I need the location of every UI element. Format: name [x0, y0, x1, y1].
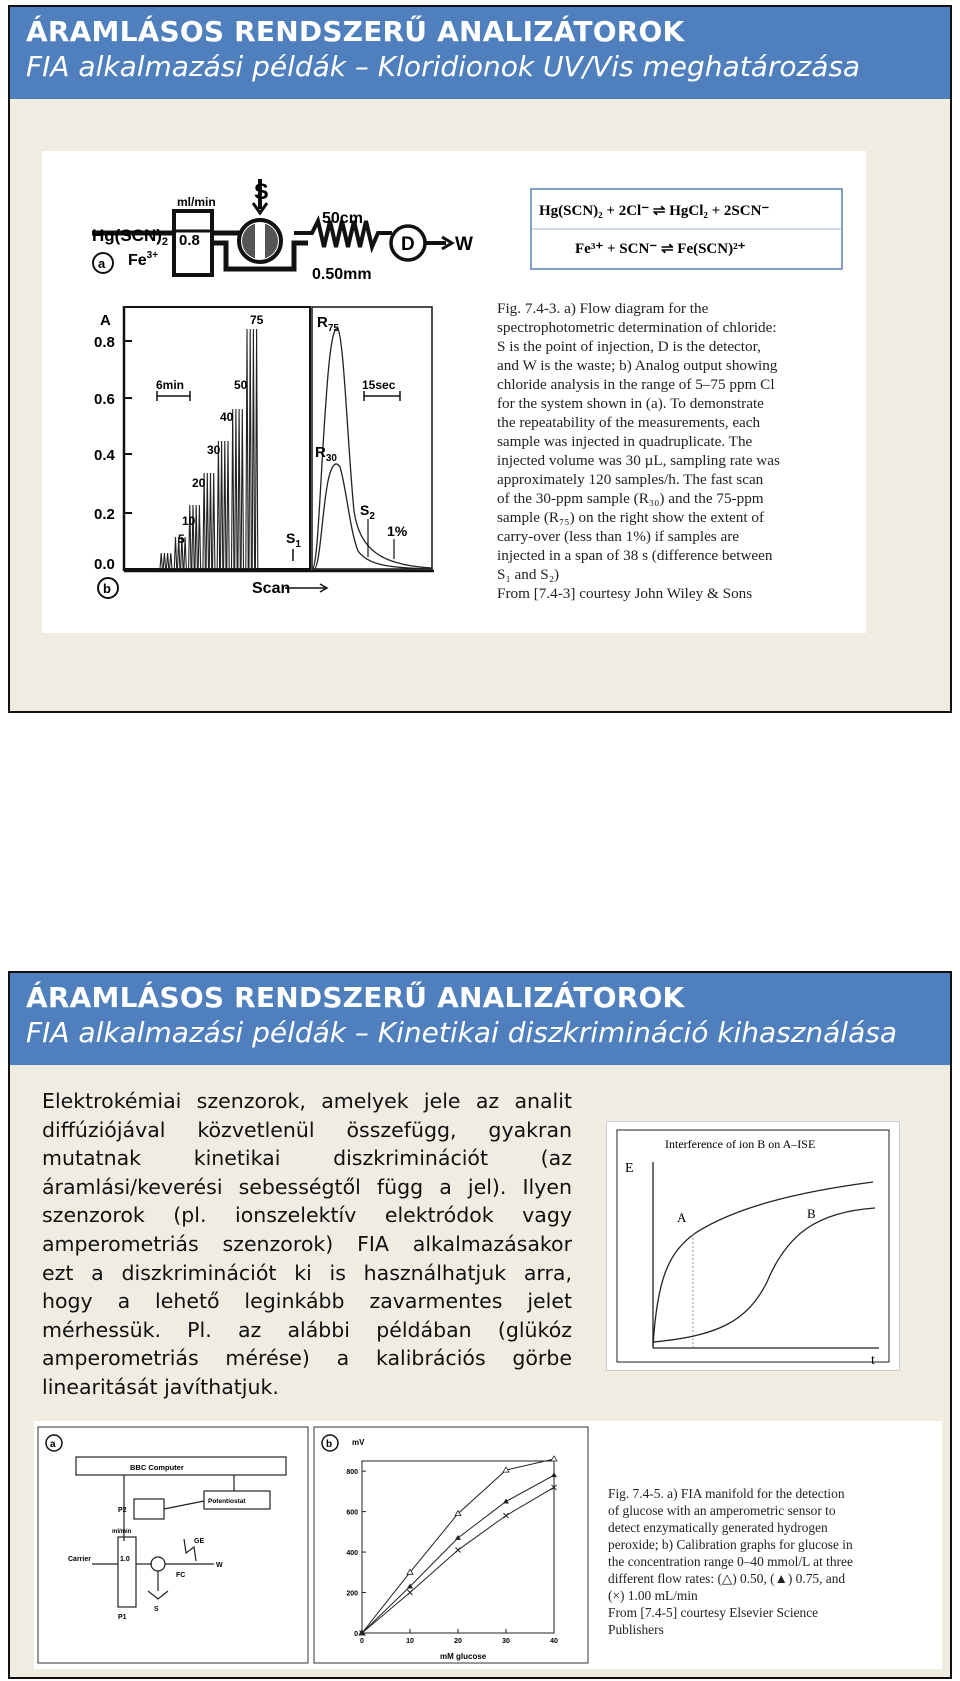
peak-mark: [220, 441, 222, 569]
peak-label-40: 40: [220, 410, 234, 424]
paragraph-line: amperometriás mérése) a kalibrációs görbe: [42, 1346, 572, 1371]
caption-line: the repeatability of the measurements, each: [497, 414, 761, 431]
curve-a: [653, 1182, 873, 1346]
flow-unit-label: ml/min: [177, 195, 216, 209]
label-curve-a: A: [677, 1210, 687, 1225]
y-axis-label: A: [100, 312, 111, 329]
p2-label: P2: [118, 1507, 127, 1514]
interference-panel: [606, 1121, 900, 1371]
coil-length-label: 50cm: [322, 210, 363, 227]
caption-line: Publishers: [608, 1622, 664, 1637]
peak-label-75: 75: [250, 313, 264, 327]
caption-line: injected in a span of 38 s (difference between: [497, 547, 773, 564]
caption-line: sample (R₇₅) on the right show the extent of: [497, 509, 765, 526]
s-label: S: [154, 1606, 159, 1613]
data-point: [456, 1548, 461, 1553]
w-label: W: [216, 1562, 223, 1569]
caption-line: chloride analysis in the range of 5–75 ppm Cl: [497, 376, 775, 393]
peak-mark: [206, 473, 208, 569]
label-curve-b: B: [807, 1206, 816, 1221]
reaction-1: Hg(SCN)₂ + 2Cl⁻ ⇌ HgCl₂ + 2SCN⁻: [539, 203, 770, 219]
peak-label-5: 5: [178, 532, 185, 546]
y-tick-label: 0: [354, 1631, 358, 1638]
peak-mark: [255, 329, 257, 569]
y-tick: 0.2: [94, 506, 115, 523]
paragraph-line: szenzorok (pl. ionszelektív elektródok vagy: [42, 1203, 572, 1228]
x-tick-label: 20: [454, 1638, 462, 1645]
caption-line: of glucose with an amperometric sensor to: [608, 1503, 836, 1518]
ge-label: GE: [194, 1538, 205, 1545]
label-r30: $R_{30}$: [315, 444, 337, 464]
data-point: [408, 1590, 413, 1595]
computer-label: BBC Computer: [130, 1463, 184, 1472]
time-bar-right: 15sec: [362, 378, 396, 392]
body-paragraph: [42, 1087, 572, 1402]
peak-mark: [249, 329, 251, 569]
detector-label: D: [401, 234, 415, 255]
interference-plot: [607, 1122, 899, 1370]
peak-label-10: 10: [182, 514, 196, 528]
caption-line: approximately 120 samples/h. The fast scan: [497, 471, 764, 488]
peak-mark: [195, 505, 197, 569]
reaction-2: Fe³⁺ + SCN⁻ ⇌ Fe(SCN)²⁺: [575, 241, 746, 257]
calibration-axes: [362, 1461, 554, 1633]
paragraph-line: amperometriás szenzorok) FIA alkalmazásakor: [42, 1231, 572, 1256]
peak-mark: [163, 553, 165, 569]
peak-mark: [224, 441, 226, 569]
label-s2: $S_2$: [360, 502, 375, 522]
peak-mark: [209, 473, 211, 569]
peak-mark: [227, 441, 229, 569]
series-line: [362, 1459, 554, 1633]
peak-mark: [238, 409, 240, 569]
caption-line: the concentration range 0–40 mmol/L at three: [608, 1554, 853, 1569]
label-s1: $S_1$: [286, 530, 301, 550]
slide-header: [10, 7, 950, 99]
peak-mark: [241, 409, 243, 569]
paragraph-line: áramlási/keverési sebességtől függ a jel). Ilyen: [42, 1174, 572, 1199]
manifold-flow-unit: ml/min: [112, 1529, 132, 1535]
data-point: [551, 1472, 557, 1477]
y-tick: 0.0: [94, 556, 115, 573]
injection-label: S: [254, 179, 269, 204]
calibration-plot: [346, 1456, 558, 1645]
caption-line: From [7.4-5] courtesy Elsevier Science: [608, 1605, 819, 1620]
data-point: [504, 1513, 509, 1518]
y-tick-label: 400: [346, 1550, 358, 1558]
carrier-label: Carrier: [68, 1556, 91, 1563]
caption-line: detect enzymatically generated hydrogen: [608, 1520, 828, 1535]
y-tick: 0.8: [94, 334, 115, 351]
peak-mark: [232, 409, 234, 569]
series-line: [362, 1487, 554, 1633]
caption-line: and W is the waste; b) Analog output showing: [497, 357, 778, 374]
peak-label-30: 30: [207, 443, 221, 457]
calibration-ylabel: mV: [352, 1438, 365, 1447]
paragraph-line: Elektrokémiai szenzorok, amelyek jele az analit: [42, 1089, 572, 1113]
peak-mark: [246, 329, 248, 569]
y-tick-label: 800: [346, 1469, 358, 1477]
slide-subtitle: FIA alkalmazási példák – Kloridionok UV/Vis meghatározása: [26, 50, 861, 83]
y-tick-label: 600: [346, 1509, 358, 1517]
peak-label-50: 50: [234, 378, 248, 392]
caption-line: of the 30-ppm sample (R₃₀) and the 75-ppm: [497, 490, 764, 507]
slide-subtitle: FIA alkalmazási példák – Kinetikai diszkrimináció kihasználása: [26, 1016, 897, 1049]
caption-line: (×) 1.00 mL/min: [608, 1588, 698, 1603]
y-tick: 0.6: [94, 391, 115, 408]
peak-mark: [213, 473, 215, 569]
panel-a-letter: a: [50, 1439, 56, 1450]
coil-diameter-label: 0.50mm: [312, 266, 372, 283]
figure-caption: [497, 299, 857, 603]
figure-caption: [608, 1485, 938, 1638]
peak-mark: [252, 329, 254, 569]
caption-line: Fig. 7.4-5. a) FIA manifold for the detection: [608, 1486, 845, 1501]
peak-mark: [235, 409, 237, 569]
caption-line: different flow rates: (△) 0.50, (▲) 0.75, and: [608, 1571, 846, 1586]
waste-label: W: [455, 234, 473, 255]
caption-line: peroxide; b) Calibration graphs for glucose in: [608, 1537, 853, 1552]
x-axis-label: Scan: [252, 580, 291, 597]
figure-panel: [42, 151, 866, 633]
x-tick-label: 0: [360, 1638, 364, 1645]
flow-diagram-core: [242, 223, 278, 259]
slide-title: ÁRAMLÁSOS RENDSZERŰ ANALIZÁTOROK: [26, 15, 685, 48]
x-tick-label: 30: [502, 1638, 510, 1645]
paragraph-line: hogy a lehető leginkább zavarmentes jelet: [42, 1289, 572, 1314]
peak-mark: [160, 553, 162, 569]
manifold-flow-rate: 1.0: [120, 1556, 130, 1563]
paragraph-line: mutatnak kinetikai diszkriminációt (az: [42, 1146, 572, 1171]
manifold-diagram: [76, 1457, 286, 1607]
caption-line: spectrophotometric determination of chloride:: [497, 319, 777, 336]
panel-a-letter: a: [98, 256, 106, 271]
caption-line: carry-over (less than 1%) if samples are: [497, 528, 740, 545]
panel-b-letter: b: [326, 1439, 333, 1450]
paragraph-line: ezt a diszkriminációt ki is használhatjuk arra,: [42, 1260, 572, 1285]
peak-mark: [170, 553, 172, 569]
x-tick-label: 10: [406, 1638, 414, 1645]
peak-mark: [166, 553, 168, 569]
caption-line: S is the point of injection, D is the detector,: [497, 338, 761, 355]
caption-line: sample was injected in quadruplicate. The: [497, 433, 753, 450]
paragraph-line: diffúziójával közvetlenül összefügg, gyakran: [42, 1117, 572, 1142]
slide-kinetic: [8, 971, 952, 1679]
potentiostat-label: Potentiostat: [208, 1498, 246, 1505]
x-tick-label: 40: [550, 1638, 558, 1645]
caption-line: for the system shown in (a). To demonstrate: [497, 395, 764, 412]
label-r75: $R_{75}$: [317, 314, 339, 334]
fc-label: FC: [176, 1572, 186, 1579]
iron-label: $Fe^{3+}$: [128, 250, 159, 269]
figure-panel: [34, 1421, 942, 1669]
peak-label-20: 20: [192, 476, 206, 490]
caption-line: Fig. 7.4-3. a) Flow diagram for the: [497, 300, 709, 317]
p1-label: P1: [118, 1614, 127, 1621]
calibration-xlabel: mM glucose: [440, 1652, 487, 1661]
y-tick: 0.4: [94, 447, 115, 464]
y-tick-label: 200: [346, 1590, 358, 1598]
slide-header: [10, 973, 950, 1065]
data-point: [551, 1456, 557, 1461]
slide-chloride: [8, 5, 952, 713]
slide-title: ÁRAMLÁSOS RENDSZERŰ ANALIZÁTOROK: [26, 981, 685, 1014]
time-bar-left: 6min: [156, 378, 185, 392]
interference-title: Interference of ion B on A–ISE: [665, 1137, 816, 1151]
paragraph-line: mérhessük. Pl. az alábbi példában (glükóz: [42, 1317, 572, 1342]
data-point: [455, 1535, 461, 1540]
curve-b: [653, 1208, 875, 1342]
panel-b-letter: b: [103, 581, 111, 596]
flow-rate-label: 0.8: [179, 232, 200, 249]
data-point: [503, 1498, 509, 1503]
caption-line: S₁ and S₂): [497, 566, 560, 583]
curve-r75: [312, 329, 432, 569]
caption-line: injected volume was 30 µL, sampling rate was: [497, 452, 780, 469]
interference-ylabel: E: [625, 1161, 634, 1176]
interference-xlabel: t: [871, 1353, 875, 1368]
paragraph-line: linearitását javíthatjuk.: [42, 1374, 279, 1399]
reagent-label: $Hg(SCN)_2$: [92, 226, 169, 248]
peak-mark: [217, 441, 219, 569]
peak-mark: [174, 537, 176, 569]
peak-mark: [198, 505, 200, 569]
analog-output-plot: [124, 306, 434, 592]
caption-line: From [7.4-3] courtesy John Wiley & Sons: [497, 585, 753, 602]
label-one-percent: 1%: [387, 523, 408, 539]
